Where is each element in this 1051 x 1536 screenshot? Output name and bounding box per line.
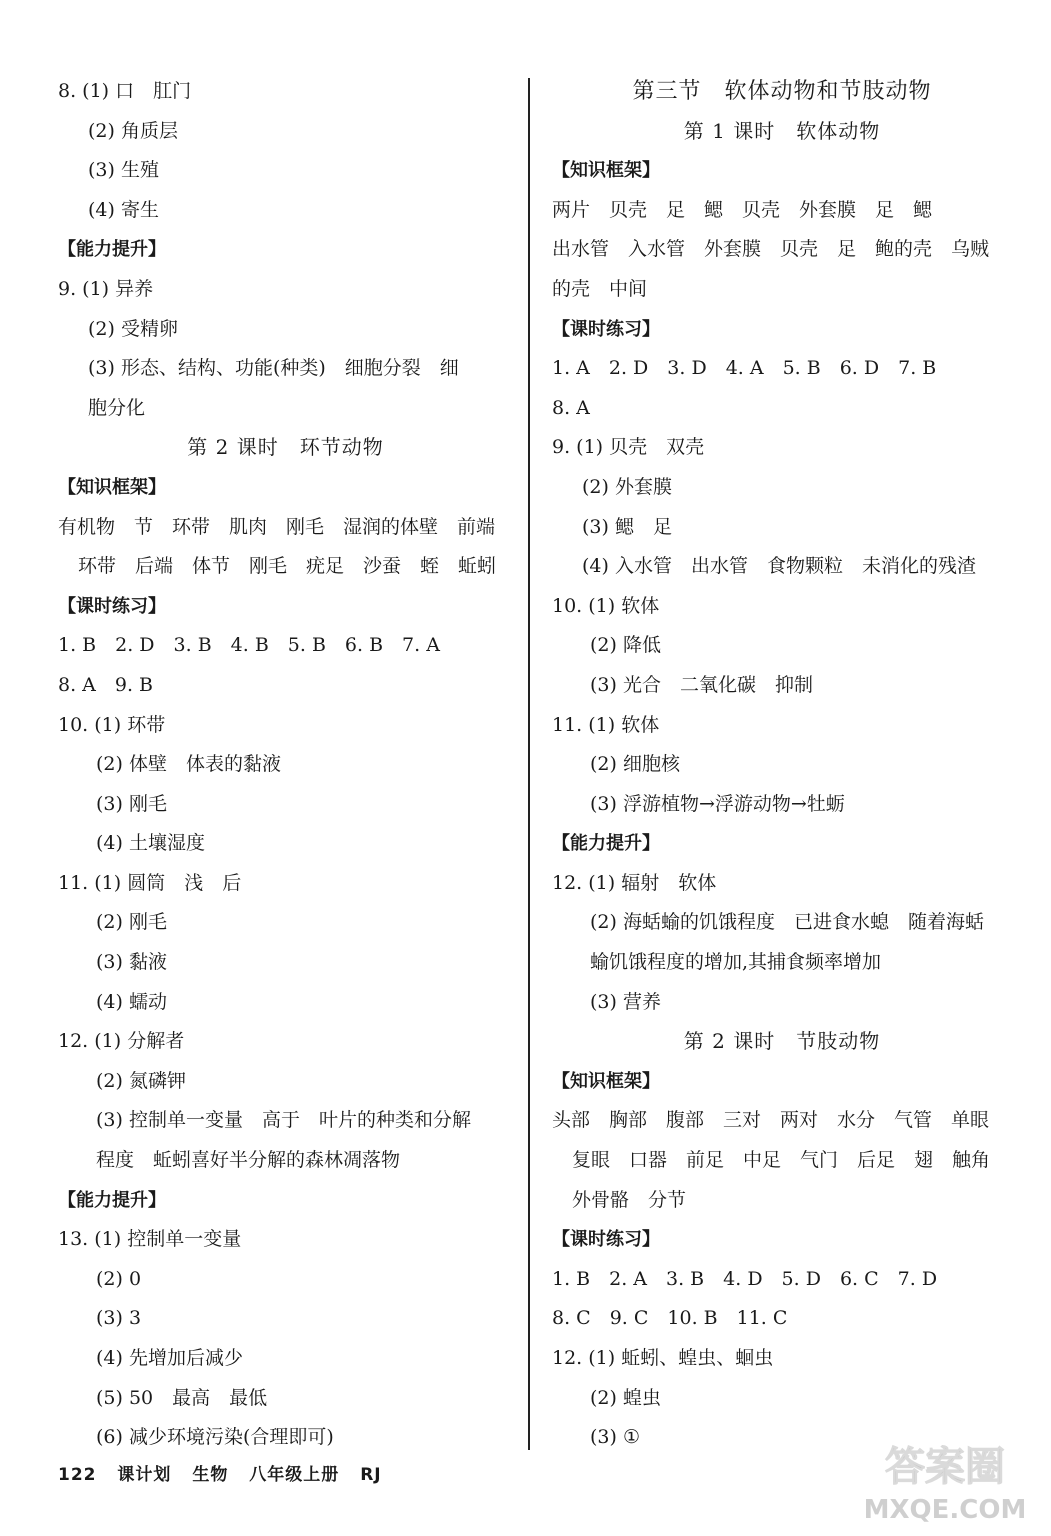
answer-line: (2) 细胞核 — [590, 753, 680, 776]
answer-line: 1. B 2. D 3. B 4. B 5. B 6. B 7. A — [58, 634, 440, 657]
section-heading: 【能力提升】 — [58, 239, 166, 261]
lesson-title: 第三节 软体动物和节肢动物 — [632, 79, 932, 104]
answer-line: (2) 海蛞蝓的饥饿程度 已进食水螅 随着海蛞 — [590, 911, 984, 934]
answer-line: (2) 体壁 体表的黏液 — [96, 753, 281, 776]
answer-line: (2) 角质层 — [88, 119, 178, 142]
right-column — [552, 72, 1012, 1458]
section-heading: 【知识框架】 — [552, 1070, 660, 1092]
book-edition: RJ — [360, 1465, 382, 1485]
answer-line: (3) 黏液 — [96, 951, 167, 974]
answer-line: (3) 光合 二氧化碳 抑制 — [590, 673, 813, 696]
section-heading: 【知识框架】 — [58, 476, 166, 498]
answer-line: 8. C 9. C 10. B 11. C — [552, 1307, 788, 1330]
answer-line: 两片 贝壳 足 鳃 贝壳 外套膜 足 鳃 — [552, 198, 933, 221]
answer-line: 8. A 9. B — [58, 673, 154, 696]
answer-line: (3) 鳃 足 — [582, 515, 672, 538]
answer-line: 9. (1) 贝壳 双壳 — [552, 436, 705, 459]
answer-line: 蝓饥饿程度的增加,其捕食频率增加 — [590, 951, 882, 974]
answer-line: (4) 寄生 — [88, 198, 159, 221]
answer-line: 13. (1) 控制单一变量 — [58, 1228, 242, 1251]
lesson-title: 第 2 课时 节肢动物 — [683, 1029, 881, 1054]
section-heading: 【课时练习】 — [552, 318, 660, 340]
answer-line: (4) 蠕动 — [96, 990, 167, 1013]
answer-line: 1. A 2. D 3. D 4. A 5. B 6. D 7. B — [552, 357, 937, 380]
watermark-bottom-text: MXQE.COM — [863, 1495, 1027, 1525]
answer-line: 程度 蚯蚓喜好半分解的森林凋落物 — [96, 1149, 401, 1172]
answer-line: (2) 降低 — [590, 634, 661, 657]
book-subject: 生物 — [192, 1465, 229, 1485]
watermark-top-text: 答案圈 — [885, 1444, 1005, 1490]
answer-line: (2) 受精卵 — [88, 317, 178, 340]
answer-line: 外骨骼 分节 — [572, 1188, 687, 1211]
answer-line: 的壳 中间 — [552, 277, 648, 300]
section-heading: 【课时练习】 — [58, 595, 166, 617]
answer-line: (2) 刚毛 — [96, 911, 167, 934]
answer-line: 10. (1) 环带 — [58, 713, 166, 736]
lesson-title: 第 2 课时 环节动物 — [187, 435, 384, 460]
answer-line: 复眼 口器 前足 中足 气门 后足 翅 触角 — [572, 1149, 991, 1172]
answer-line: (3) ① — [590, 1426, 640, 1449]
answer-line: (3) 浮游植物→浮游动物→牡蛎 — [590, 792, 845, 815]
section-heading: 【知识框架】 — [552, 160, 660, 182]
column-divider — [528, 78, 530, 1450]
answer-line: 胞分化 — [88, 396, 146, 419]
answer-line: 10. (1) 软体 — [552, 594, 660, 617]
answer-line: (3) 生殖 — [88, 159, 159, 182]
answer-line: 12. (1) 分解者 — [58, 1030, 185, 1053]
answer-line: (3) 控制单一变量 高于 叶片的种类和分解 — [96, 1109, 471, 1132]
book-grade: 八年级上册 — [249, 1465, 340, 1485]
answer-line: (2) 氮磷钾 — [96, 1069, 186, 1092]
answer-line: (3) 营养 — [590, 990, 661, 1013]
answer-line: (3) 刚毛 — [96, 792, 167, 815]
page-footer — [58, 1460, 396, 1485]
answer-line: 12. (1) 蚯蚓、蝗虫、蛔虫 — [552, 1347, 774, 1369]
answer-line: 8. A — [552, 396, 590, 419]
section-heading: 【能力提升】 — [58, 1189, 166, 1211]
answer-line: (5) 50 最高 最低 — [96, 1386, 268, 1409]
answer-line: 有机物 节 环带 肌肉 刚毛 湿润的体壁 前端 — [58, 515, 496, 538]
book-series: 课计划 — [117, 1465, 172, 1485]
answer-line: (6) 减少环境污染(合理即可) — [96, 1426, 334, 1449]
answer-line: 9. (1) 异养 — [58, 277, 154, 300]
answer-line: (4) 土壤湿度 — [96, 832, 205, 855]
answer-line: 12. (1) 辐射 软体 — [552, 871, 717, 894]
answer-line: 11. (1) 软体 — [552, 713, 660, 736]
answer-line: (4) 入水管 出水管 食物颗粒 未消化的残渣 — [582, 555, 976, 578]
section-heading: 【能力提升】 — [552, 833, 660, 855]
answer-line: (3) 形态、结构、功能(种类) 细胞分裂 细 — [88, 357, 459, 380]
section-heading: 【课时练习】 — [552, 1229, 660, 1251]
answer-line: (2) 蝗虫 — [590, 1386, 661, 1409]
answer-line: (4) 先增加后减少 — [96, 1347, 243, 1369]
answer-line: 环带 后端 体节 刚毛 疣足 沙蚕 蛭 蚯蚓 — [78, 555, 497, 578]
answer-line: (2) 外套膜 — [582, 475, 672, 498]
watermark-logo — [855, 1438, 1035, 1528]
left-column — [58, 72, 513, 1458]
answer-line: 11. (1) 圆筒 浅 后 — [58, 871, 242, 894]
answer-line: 出水管 入水管 外套膜 贝壳 足 鲍的壳 乌贼 — [552, 238, 990, 261]
lesson-title: 第 1 课时 软体动物 — [683, 118, 881, 143]
answer-line: (3) 3 — [96, 1307, 142, 1330]
answer-line: 1. B 2. A 3. B 4. D 5. D 6. C 7. D — [552, 1267, 938, 1290]
answer-line: (2) 0 — [96, 1267, 142, 1290]
page-number: 122 — [58, 1465, 97, 1485]
answer-line: 8. (1) 口 肛门 — [58, 80, 192, 102]
answer-line: 头部 胸部 腹部 三对 两对 水分 气管 单眼 — [552, 1109, 990, 1132]
